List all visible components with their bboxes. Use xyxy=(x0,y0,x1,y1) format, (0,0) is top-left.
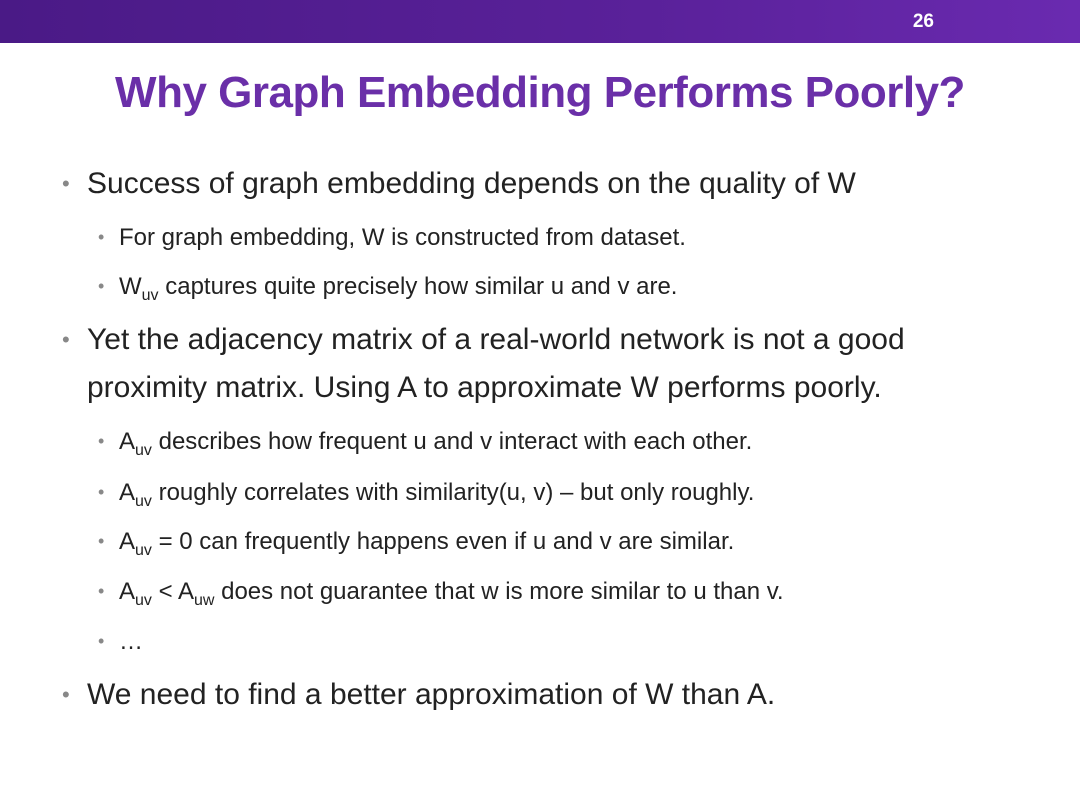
sub-bullet-item xyxy=(96,426,752,458)
bullet-icon: • xyxy=(62,171,70,196)
sub-bullet-item xyxy=(96,271,677,303)
sub-bullet-item xyxy=(96,576,784,608)
bullet-icon: • xyxy=(62,327,70,352)
sub-bullet-text xyxy=(119,526,734,558)
sub-bullet-rest: does not guarantee that w is more similar to u than v. xyxy=(214,578,784,605)
bullet-text: Yet the adjacency matrix of a real-world network is not a good proximity matrix. Using A to approximate W performs poorly. xyxy=(87,323,905,404)
bullet-icon: • xyxy=(98,581,105,601)
page-number: 26 xyxy=(912,11,934,32)
bullet-icon: • xyxy=(98,227,105,247)
matrix-variable: A xyxy=(119,578,136,605)
bullet-text: We need to find a better approximation of W than A. xyxy=(87,678,776,711)
sub-bullet-item xyxy=(96,222,686,254)
sub-bullet-text xyxy=(119,271,677,303)
sub-bullet-text: … xyxy=(119,628,143,655)
sub-bullet-text: For graph embedding, W is constructed from dataset. xyxy=(119,224,686,251)
bullet-icon: • xyxy=(98,276,105,296)
sub-bullet-text xyxy=(119,477,754,509)
matrix-variable: A xyxy=(119,428,136,455)
sub-bullet-text xyxy=(119,576,784,608)
matrix-subscript: uw xyxy=(193,592,215,609)
matrix-variable: W xyxy=(119,273,142,300)
bullet-item xyxy=(60,160,1020,208)
sub-bullet-rest: roughly correlates with similarity(u, v) – but only roughly. xyxy=(151,479,755,506)
bullet-text: Success of graph embedding depends on the quality of W xyxy=(87,167,856,200)
bullet-item xyxy=(60,316,1020,412)
matrix-subscript: uv xyxy=(135,542,152,559)
bullet-icon: • xyxy=(62,682,70,707)
sub-bullet-text xyxy=(119,426,752,458)
bullet-icon: • xyxy=(98,482,105,502)
header-bar xyxy=(0,0,1080,43)
bullet-icon: • xyxy=(98,631,105,651)
matrix-variable: A xyxy=(119,479,136,506)
sub-bullet-item xyxy=(96,477,754,509)
bullet-icon: • xyxy=(98,531,105,551)
sub-bullet-mid: < A xyxy=(151,578,194,605)
slide-title: Why Graph Embedding Performs Poorly? xyxy=(115,68,965,117)
matrix-subscript: uv xyxy=(135,442,152,459)
sub-bullet-rest: captures quite precisely how similar u and v are. xyxy=(158,273,678,300)
sub-bullet-item xyxy=(96,626,143,658)
bullet-icon: • xyxy=(98,431,105,451)
matrix-variable: A xyxy=(119,528,136,555)
matrix-subscript: uv xyxy=(135,493,152,510)
matrix-subscript: uv xyxy=(141,287,159,304)
sub-bullet-item xyxy=(96,526,734,558)
matrix-subscript: uv xyxy=(135,592,152,609)
bullet-item xyxy=(60,671,1020,719)
sub-bullet-rest: = 0 can frequently happens even if u and v are similar. xyxy=(151,528,735,555)
sub-bullet-rest: describes how frequent u and v interact with each other. xyxy=(151,428,753,455)
